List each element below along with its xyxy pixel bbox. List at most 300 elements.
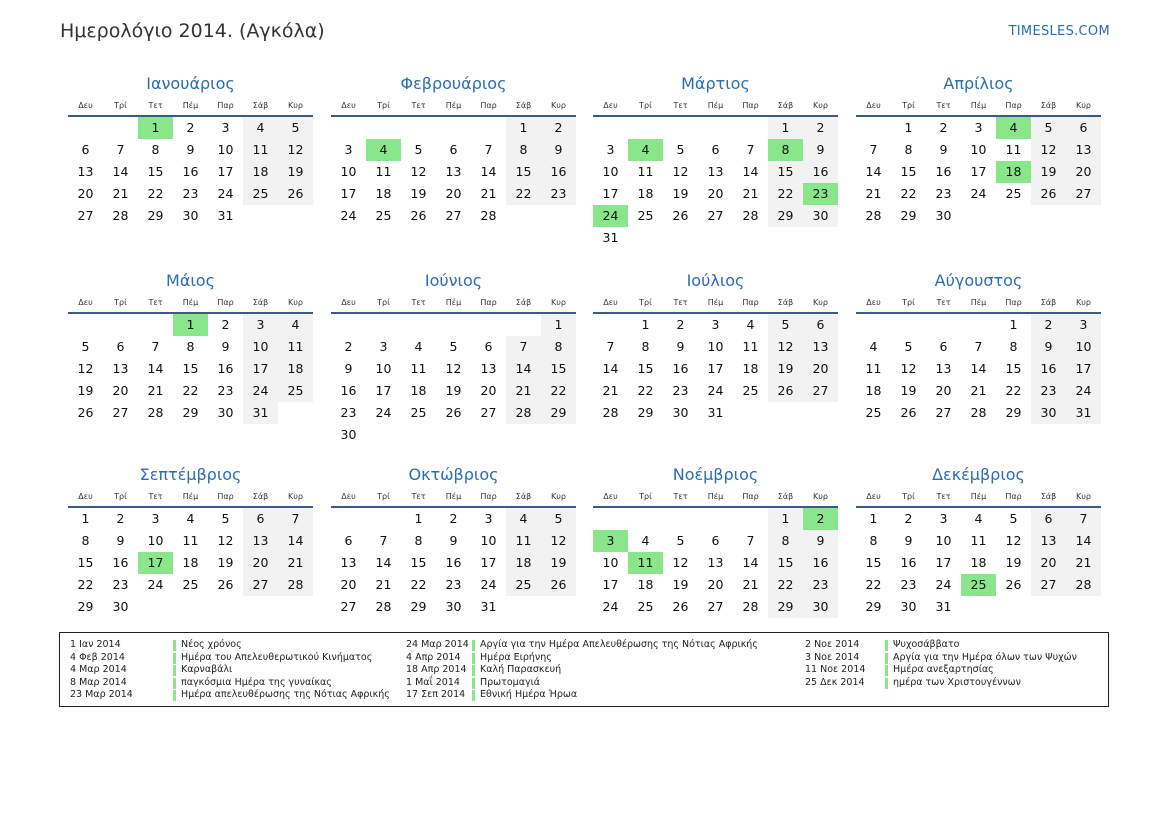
day-cell: 13 — [112, 361, 129, 376]
weekday-label: Πέμ — [707, 492, 724, 501]
weekday-label: Σάβ — [515, 298, 532, 307]
weekend-day-cell: 24 — [243, 380, 278, 402]
weekend-day-cell: 21 — [506, 380, 541, 402]
day-cell: 11 — [637, 164, 654, 179]
weekend-day-cell: 2 — [541, 117, 576, 139]
day-cell: 2 — [939, 120, 948, 135]
day-cell: 29 — [637, 405, 654, 420]
day-cell: 27 — [480, 405, 497, 420]
holiday-date: 24 Μαρ 2014 — [406, 639, 469, 650]
day-cell: 13 — [480, 361, 497, 376]
weekend-day-cell: 22 — [768, 574, 803, 596]
day-cell: 26 — [900, 405, 917, 420]
day-cell: 7 — [869, 142, 878, 157]
weekend-day-cell: 14 — [506, 358, 541, 380]
site-link[interactable]: TIMESLES.COM — [1008, 24, 1110, 39]
weekday-label: Τρί — [114, 492, 127, 501]
empty-day-cell — [331, 314, 366, 336]
holiday-color-marker — [885, 665, 888, 676]
page-title: Ημερολόγιο 2014. (Αγκόλα) — [60, 20, 325, 42]
weekend-day-cell: 7 — [506, 336, 541, 358]
day-cell: 10 — [970, 142, 987, 157]
empty-day-cell — [961, 314, 996, 336]
weekend-day-cell: 28 — [278, 574, 313, 596]
day-cell: 6 — [449, 142, 458, 157]
day-cell: 21 — [865, 186, 882, 201]
weekday-label: Δευ — [866, 298, 881, 307]
empty-day-cell — [103, 314, 138, 336]
day-cell: 10 — [375, 361, 392, 376]
day-grid — [68, 508, 313, 618]
weekday-label: Τετ — [936, 298, 951, 307]
empty-day-cell — [68, 117, 103, 139]
day-grid — [593, 314, 838, 424]
day-cell: 24 — [707, 383, 724, 398]
day-cell: 2 — [676, 317, 685, 332]
weekend-day-cell: 19 — [541, 552, 576, 574]
weekend-day-cell: 30 — [803, 596, 838, 618]
day-cell: 2 — [904, 511, 913, 526]
weekday-label: Πέμ — [970, 101, 987, 110]
day-cell: 5 — [81, 339, 90, 354]
weekday-label: Πέμ — [707, 298, 724, 307]
day-cell: 27 — [112, 405, 129, 420]
day-cell: 3 — [974, 120, 983, 135]
day-cell: 13 — [340, 555, 357, 570]
day-grid — [856, 314, 1101, 424]
holiday-color-marker — [885, 678, 888, 689]
empty-day-cell — [68, 314, 103, 336]
day-cell: 10 — [602, 555, 619, 570]
weekend-day-cell: 10 — [1066, 336, 1101, 358]
day-cell: 21 — [112, 186, 129, 201]
month-name: Αύγουστος — [934, 271, 1023, 290]
day-cell: 25 — [410, 405, 427, 420]
month-block — [856, 465, 1101, 618]
weekday-label: Σάβ — [1040, 492, 1057, 501]
weekday-header — [856, 97, 1101, 117]
day-cell: 27 — [707, 208, 724, 223]
day-cell: 30 — [900, 599, 917, 614]
day-cell: 16 — [935, 164, 952, 179]
empty-day-cell — [103, 117, 138, 139]
holiday-name: Ημέρα απελευθέρωσης της Νότιας Αφρικής — [181, 689, 390, 700]
day-cell: 15 — [77, 555, 94, 570]
holiday-color-marker — [472, 653, 475, 664]
holiday-color-marker — [173, 690, 176, 701]
weekday-label: Πέμ — [970, 492, 987, 501]
day-cell: 24 — [340, 208, 357, 223]
day-cell: 19 — [1005, 555, 1022, 570]
weekend-day-cell: 23 — [541, 183, 576, 205]
day-cell: 9 — [344, 361, 353, 376]
empty-day-cell — [628, 508, 663, 530]
day-cell: 28 — [147, 405, 164, 420]
day-cell: 18 — [375, 186, 392, 201]
day-cell: 17 — [217, 164, 234, 179]
day-cell: 7 — [379, 533, 388, 548]
holiday-day-cell: 1 — [138, 117, 173, 139]
weekend-day-cell: 8 — [541, 336, 576, 358]
day-cell: 20 — [340, 577, 357, 592]
weekday-label: Τρί — [902, 492, 915, 501]
weekend-day-cell: 28 — [506, 402, 541, 424]
day-cell: 13 — [445, 164, 462, 179]
weekend-day-cell: 8 — [506, 139, 541, 161]
month-block — [856, 74, 1101, 227]
holiday-name: Πρωτομαγιά — [480, 676, 541, 688]
day-cell: 29 — [1005, 405, 1022, 420]
day-cell: 22 — [182, 383, 199, 398]
weekend-day-cell: 1 — [768, 117, 803, 139]
weekday-label: Παρ — [742, 298, 759, 307]
weekday-label: Σάβ — [252, 492, 269, 501]
month-name: Ιούνιος — [424, 271, 483, 290]
weekend-day-cell: 25 — [278, 380, 313, 402]
weekday-label: Σάβ — [252, 101, 269, 110]
weekend-day-cell: 5 — [278, 117, 313, 139]
empty-day-cell — [593, 508, 628, 530]
month-name: Μάρτιος — [681, 74, 750, 93]
holiday-legend — [59, 632, 1109, 707]
day-cell: 20 — [707, 186, 724, 201]
month-name: Δεκέμβριος — [932, 465, 1025, 484]
day-cell: 11 — [865, 361, 882, 376]
holiday-date: 4 Απρ 2014 — [406, 651, 461, 663]
weekend-day-cell: 1 — [768, 508, 803, 530]
day-cell: 30 — [935, 208, 952, 223]
weekend-day-cell: 29 — [768, 596, 803, 618]
day-cell: 25 — [375, 208, 392, 223]
day-cell: 4 — [186, 511, 195, 526]
day-cell: 20 — [707, 577, 724, 592]
weekday-label: Σάβ — [515, 101, 532, 110]
day-cell: 25 — [865, 405, 882, 420]
holiday-date: 4 Φεβ 2014 — [70, 651, 125, 663]
empty-day-cell — [593, 117, 628, 139]
month-name: Ιούλιος — [686, 271, 745, 290]
day-cell: 15 — [637, 361, 654, 376]
weekend-day-cell: 29 — [768, 205, 803, 227]
holiday-day-cell: 11 — [628, 552, 663, 574]
weekday-label: Πέμ — [970, 298, 987, 307]
holiday-date: 25 Δεκ 2014 — [805, 676, 865, 688]
day-cell: 4 — [974, 511, 983, 526]
day-cell: 10 — [480, 533, 497, 548]
weekend-day-cell: 19 — [278, 161, 313, 183]
day-cell: 9 — [676, 339, 685, 354]
day-cell: 6 — [711, 533, 720, 548]
weekday-label: Τετ — [411, 101, 426, 110]
weekend-day-cell: 16 — [803, 161, 838, 183]
day-cell: 16 — [340, 383, 357, 398]
day-cell: 5 — [904, 339, 913, 354]
day-cell: 3 — [221, 120, 230, 135]
weekend-day-cell: 27 — [1031, 574, 1066, 596]
holiday-date: 2 Νοε 2014 — [805, 639, 860, 650]
day-grid — [856, 117, 1101, 227]
day-cell: 23 — [900, 577, 917, 592]
holiday-name: παγκόσμια Ημέρα της γυναίκας — [181, 676, 332, 688]
weekday-label: Παρ — [1005, 492, 1022, 501]
weekend-day-cell: 25 — [243, 183, 278, 205]
empty-day-cell — [401, 117, 436, 139]
day-cell: 6 — [116, 339, 125, 354]
empty-day-cell — [366, 117, 401, 139]
holiday-color-marker — [173, 678, 176, 689]
holiday-name: Ημέρα Ειρήνης — [480, 651, 552, 663]
day-cell: 1 — [641, 317, 650, 332]
empty-day-cell — [331, 508, 366, 530]
weekend-day-cell: 1 — [541, 314, 576, 336]
day-cell: 9 — [221, 339, 230, 354]
day-cell: 25 — [742, 383, 759, 398]
weekday-label: Δευ — [866, 101, 881, 110]
day-cell: 12 — [672, 164, 689, 179]
day-grid — [331, 314, 576, 446]
weekend-day-cell: 26 — [541, 574, 576, 596]
empty-day-cell — [733, 508, 768, 530]
month-name: Νοέμβριος — [672, 465, 759, 484]
day-cell: 30 — [112, 599, 129, 614]
day-cell: 15 — [410, 555, 427, 570]
holiday-day-cell: 18 — [996, 161, 1031, 183]
day-grid — [68, 314, 313, 424]
day-cell: 12 — [77, 361, 94, 376]
holiday-color-marker — [173, 653, 176, 664]
weekday-label: Τετ — [411, 492, 426, 501]
day-cell: 6 — [939, 339, 948, 354]
day-cell: 1 — [1009, 317, 1018, 332]
day-cell: 30 — [182, 208, 199, 223]
day-cell: 22 — [147, 186, 164, 201]
weekday-header — [331, 488, 576, 508]
weekday-label: Τετ — [411, 298, 426, 307]
day-cell: 2 — [221, 317, 230, 332]
month-block — [68, 465, 313, 618]
day-cell: 25 — [182, 577, 199, 592]
weekend-day-cell: 14 — [1066, 530, 1101, 552]
empty-day-cell — [663, 117, 698, 139]
weekend-day-cell: 31 — [1066, 402, 1101, 424]
day-cell: 22 — [1005, 383, 1022, 398]
month-block — [331, 271, 576, 446]
day-cell: 12 — [410, 164, 427, 179]
weekday-label: Κυρ — [551, 298, 566, 307]
weekday-label: Τετ — [936, 492, 951, 501]
day-cell: 8 — [186, 339, 195, 354]
weekend-day-cell: 4 — [278, 314, 313, 336]
weekend-day-cell: 12 — [768, 336, 803, 358]
holiday-name: Αργία για την Ημέρα όλων των Ψυχών — [893, 651, 1077, 663]
day-cell: 4 — [641, 533, 650, 548]
weekday-label: Κυρ — [551, 492, 566, 501]
day-cell: 27 — [707, 599, 724, 614]
weekend-day-cell: 13 — [803, 336, 838, 358]
day-cell: 18 — [182, 555, 199, 570]
day-cell: 9 — [449, 533, 458, 548]
day-cell: 25 — [1005, 186, 1022, 201]
day-cell: 15 — [1005, 361, 1022, 376]
weekday-label: Τετ — [148, 298, 163, 307]
weekend-day-cell: 30 — [1031, 402, 1066, 424]
empty-day-cell — [331, 117, 366, 139]
day-grid — [593, 117, 838, 249]
weekday-label: Παρ — [480, 101, 497, 110]
weekday-label: Πέμ — [445, 492, 462, 501]
day-cell: 17 — [480, 555, 497, 570]
day-cell: 22 — [865, 577, 882, 592]
holiday-name: ημέρα των Χριστουγέννων — [893, 676, 1021, 688]
day-cell: 3 — [484, 511, 493, 526]
day-cell: 5 — [449, 339, 458, 354]
day-cell: 27 — [935, 405, 952, 420]
day-cell: 22 — [637, 383, 654, 398]
weekend-day-cell: 29 — [541, 402, 576, 424]
day-cell: 3 — [711, 317, 720, 332]
day-cell: 12 — [900, 361, 917, 376]
weekend-day-cell: 15 — [768, 552, 803, 574]
day-cell: 14 — [375, 555, 392, 570]
day-cell: 23 — [340, 405, 357, 420]
holiday-name: Ψυχοσάββατο — [893, 639, 960, 650]
day-cell: 30 — [217, 405, 234, 420]
weekday-label: Δευ — [78, 298, 93, 307]
day-cell: 11 — [375, 164, 392, 179]
month-name: Σεπτέμβριος — [139, 465, 242, 484]
day-cell: 17 — [707, 361, 724, 376]
holiday-day-cell: 25 — [961, 574, 996, 596]
weekend-day-cell: 3 — [1066, 314, 1101, 336]
day-cell: 5 — [1009, 511, 1018, 526]
weekday-label: Παρ — [217, 101, 234, 110]
holiday-date: 4 Μαρ 2014 — [70, 664, 127, 675]
weekend-day-cell: 16 — [1031, 358, 1066, 380]
weekend-day-cell: 27 — [803, 380, 838, 402]
weekend-day-cell: 20 — [243, 552, 278, 574]
weekend-day-cell: 22 — [506, 183, 541, 205]
day-cell: 17 — [935, 555, 952, 570]
holiday-day-cell: 4 — [366, 139, 401, 161]
holiday-date: 1 Ιαν 2014 — [70, 639, 121, 650]
weekday-label: Τετ — [673, 101, 688, 110]
holiday-color-marker — [173, 665, 176, 676]
weekday-label: Τρί — [639, 492, 652, 501]
weekday-label: Δευ — [603, 492, 618, 501]
day-cell: 6 — [344, 533, 353, 548]
weekend-day-cell: 13 — [1031, 530, 1066, 552]
weekend-day-cell: 16 — [541, 161, 576, 183]
holiday-color-marker — [472, 690, 475, 701]
day-cell: 6 — [484, 339, 493, 354]
day-cell: 3 — [939, 511, 948, 526]
weekend-day-cell: 3 — [243, 314, 278, 336]
holiday-color-marker — [885, 653, 888, 664]
holiday-name: Νέος χρόνος — [181, 639, 242, 650]
holiday-day-cell: 3 — [593, 530, 628, 552]
day-cell: 28 — [480, 208, 497, 223]
day-cell: 26 — [410, 208, 427, 223]
empty-day-cell — [926, 314, 961, 336]
weekday-label: Κυρ — [288, 101, 303, 110]
day-cell: 11 — [970, 533, 987, 548]
weekend-day-cell: 23 — [803, 574, 838, 596]
day-cell: 8 — [641, 339, 650, 354]
day-cell: 22 — [410, 577, 427, 592]
weekday-label: Δευ — [78, 492, 93, 501]
day-cell: 3 — [344, 142, 353, 157]
day-cell: 26 — [672, 208, 689, 223]
day-cell: 24 — [147, 577, 164, 592]
holiday-date: 11 Νοε 2014 — [805, 664, 866, 675]
weekend-day-cell: 5 — [1031, 117, 1066, 139]
day-cell: 24 — [217, 186, 234, 201]
day-cell: 18 — [637, 186, 654, 201]
month-block — [331, 74, 576, 227]
weekend-day-cell: 1 — [506, 117, 541, 139]
weekend-day-cell: 11 — [243, 139, 278, 161]
day-cell: 10 — [340, 164, 357, 179]
month-block — [331, 465, 576, 618]
weekday-label: Παρ — [480, 298, 497, 307]
holiday-date: 1 Μαΐ 2014 — [406, 676, 460, 688]
weekend-day-cell: 10 — [243, 336, 278, 358]
holiday-color-marker — [472, 678, 475, 689]
holiday-name: Ημέρα ανεξαρτησίας — [893, 664, 994, 675]
weekend-day-cell: 31 — [243, 402, 278, 424]
empty-day-cell — [698, 117, 733, 139]
day-cell: 31 — [217, 208, 234, 223]
empty-day-cell — [366, 314, 401, 336]
weekend-day-cell: 6 — [1031, 508, 1066, 530]
day-cell: 29 — [147, 208, 164, 223]
day-cell: 17 — [340, 186, 357, 201]
day-cell: 7 — [116, 142, 125, 157]
day-cell: 21 — [742, 186, 759, 201]
day-cell: 25 — [637, 599, 654, 614]
day-cell: 25 — [637, 208, 654, 223]
day-cell: 13 — [77, 164, 94, 179]
day-cell: 23 — [182, 186, 199, 201]
day-cell: 31 — [602, 230, 619, 245]
empty-day-cell — [628, 117, 663, 139]
weekday-header — [593, 97, 838, 117]
day-grid — [68, 117, 313, 227]
weekend-day-cell: 22 — [541, 380, 576, 402]
holiday-date: 18 Απρ 2014 — [406, 664, 467, 675]
day-cell: 26 — [1005, 577, 1022, 592]
weekday-label: Κυρ — [813, 101, 828, 110]
day-cell: 16 — [900, 555, 917, 570]
weekend-day-cell: 17 — [1066, 358, 1101, 380]
weekend-day-cell: 14 — [278, 530, 313, 552]
empty-day-cell — [471, 117, 506, 139]
weekend-day-cell: 2 — [803, 117, 838, 139]
weekend-day-cell: 25 — [506, 574, 541, 596]
day-cell: 8 — [414, 533, 423, 548]
weekday-label: Σάβ — [1040, 101, 1057, 110]
weekend-day-cell: 15 — [541, 358, 576, 380]
day-cell: 24 — [375, 405, 392, 420]
month-name: Απρίλιος — [943, 74, 1014, 93]
day-cell: 18 — [410, 383, 427, 398]
day-cell: 27 — [445, 208, 462, 223]
weekday-label: Δευ — [78, 101, 93, 110]
weekday-label: Κυρ — [1076, 492, 1091, 501]
day-cell: 28 — [742, 208, 759, 223]
weekday-label: Σάβ — [252, 298, 269, 307]
weekday-label: Δευ — [866, 492, 881, 501]
